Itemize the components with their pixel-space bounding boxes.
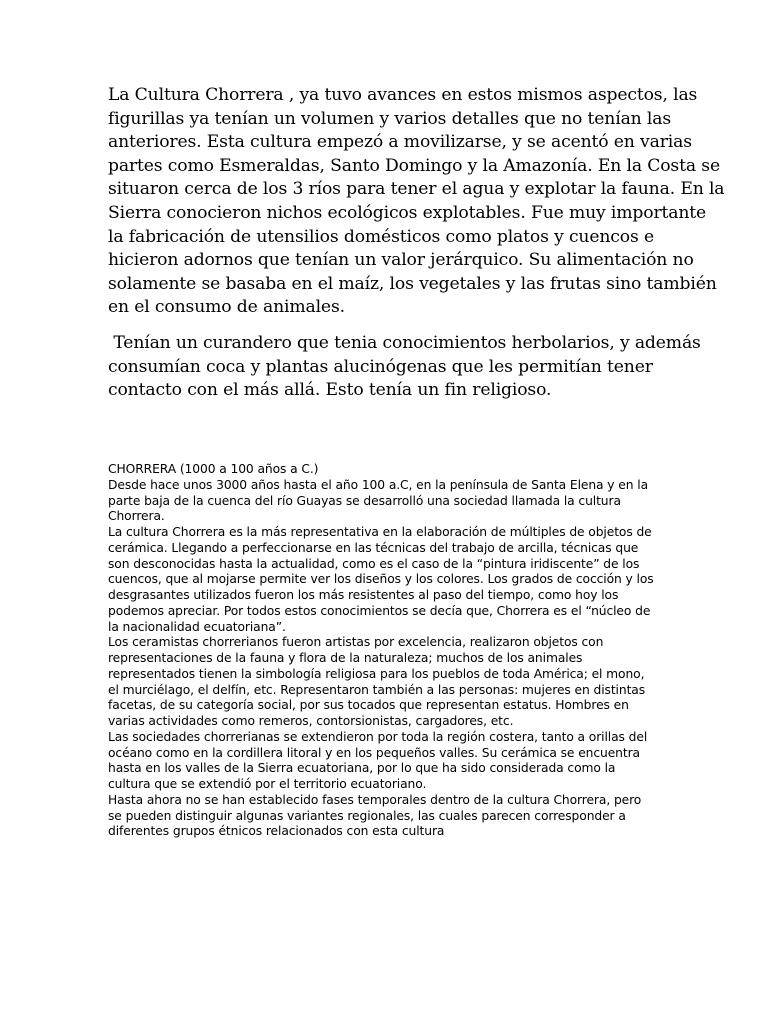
- text-line: La cultura Chorrera es la más representativa en la elaboración de múltiples de objetos de: [108, 525, 652, 539]
- text-line: representados tienen la simbología religiosa para los pueblos de toda América; el mono,: [108, 666, 645, 681]
- text-line: situaron cerca de los 3 ríos para tener el agua y explotar la fauna. En la: [108, 179, 725, 200]
- text-line: representaciones de la fauna y flora de la naturaleza; muchos de los animales: [108, 651, 583, 665]
- text-line: desgrasantes utilizados fueron los más resistentes al paso del tiempo, como hoy los: [108, 588, 619, 602]
- text-line: Sierra conocieron nichos ecológicos explotables. Fue muy importante: [108, 202, 707, 223]
- paragraph-spacer: [108, 320, 668, 332]
- intro-text-block: [108, 84, 725, 403]
- text-line: océano como en la cordillera litoral y en los pequeños valles. Su cerámica se encuentra: [108, 745, 640, 760]
- text-line: cerámica. Llegando a perfeccionarse en las técnicas del trabajo de arcilla, técnicas que: [108, 540, 639, 555]
- text-line: el murciélago, el delfín, etc. Representaron también a las personas: mujeres en distintas: [108, 682, 646, 697]
- paragraph-cultura-chorrera: [108, 84, 725, 320]
- text-line: diferentes grupos étnicos relacionados con esta cultura: [108, 824, 445, 839]
- text-line: partes como Esmeraldas, Santo Domingo y la Amazonía. En la Costa se: [108, 155, 720, 176]
- section-heading: CHORRERA (1000 a 100 años a C.): [108, 462, 319, 476]
- text-line: Hasta ahora no se han establecido fases temporales dentro de la cultura Chorrera, pero: [108, 792, 642, 807]
- text-line: varias actividades como remeros, contorsionistas, cargadores, etc.: [108, 714, 514, 728]
- text-line: cultura que se extendió por el territorio ecuatoriano.: [108, 777, 427, 791]
- text-line: se pueden distinguir algunas variantes regionales, las cuales parecen corresponder a: [108, 808, 626, 823]
- text-line: hasta en los valles de la Sierra ecuatoriana, por lo que ha sido considerada como la: [108, 761, 616, 776]
- text-line: facetas, de su categoría social, por sus tocados que representan estatus. Hombres en: [108, 698, 629, 713]
- text-line: solamente se basaba en el maíz, los vegetales y las frutas sino también: [108, 273, 717, 294]
- text-line: cuencos, que al mojarse permite ver los diseños y los colores. Los grados de cocción y los: [108, 572, 654, 587]
- text-line: Chorrera.: [108, 509, 165, 524]
- text-line: la nacionalidad ecuatoriana”.: [108, 619, 286, 634]
- text-line: consumían coca y plantas alucinógenas que les permitían tener: [108, 356, 653, 377]
- text-line: en el consumo de animales.: [108, 297, 345, 318]
- chorrera-section: [108, 462, 668, 840]
- text-line: Tenían un curandero que tenia conocimientos herbolarios, y además: [108, 332, 701, 353]
- text-line: la fabricación de utensilios domésticos como platos y cuencos e: [108, 226, 654, 247]
- text-line: Las sociedades chorrerianas se extendieron por toda la región costera, tanto a orillas del: [108, 729, 648, 744]
- text-line: anteriores. Esta cultura empezó a movilizarse, y se acentó en varias: [108, 132, 692, 153]
- text-line: parte baja de la cuenca del río Guayas se desarrolló una sociedad llamada la cultura: [108, 493, 621, 508]
- text-line: La Cultura Chorrera , ya tuvo avances en estos mismos aspectos, las: [108, 85, 698, 105]
- text-line: Desde hace unos 3000 años hasta el año 100 a.C, en la península de Santa Elena y en la: [108, 477, 649, 492]
- text-line: contacto con el más allá. Esto tenía un fin religioso.: [108, 380, 552, 401]
- text-line: son desconocidas hasta la actualidad, como es el caso de la “pintura iridiscente” de los: [108, 556, 640, 571]
- text-line: Los ceramistas chorrerianos fueron artistas por excelencia, realizaron objetos con: [108, 635, 604, 650]
- text-line: podemos apreciar. Por todos estos conocimientos se decía que, Chorrera es el “núcleo de: [108, 603, 651, 618]
- paragraph-curandero: [108, 332, 701, 403]
- text-line: hicieron adornos que tenían un valor jerárquico. Su alimentación no: [108, 250, 694, 271]
- text-line: figurillas ya tenían un volumen y varios detalles que no tenían las: [108, 108, 672, 129]
